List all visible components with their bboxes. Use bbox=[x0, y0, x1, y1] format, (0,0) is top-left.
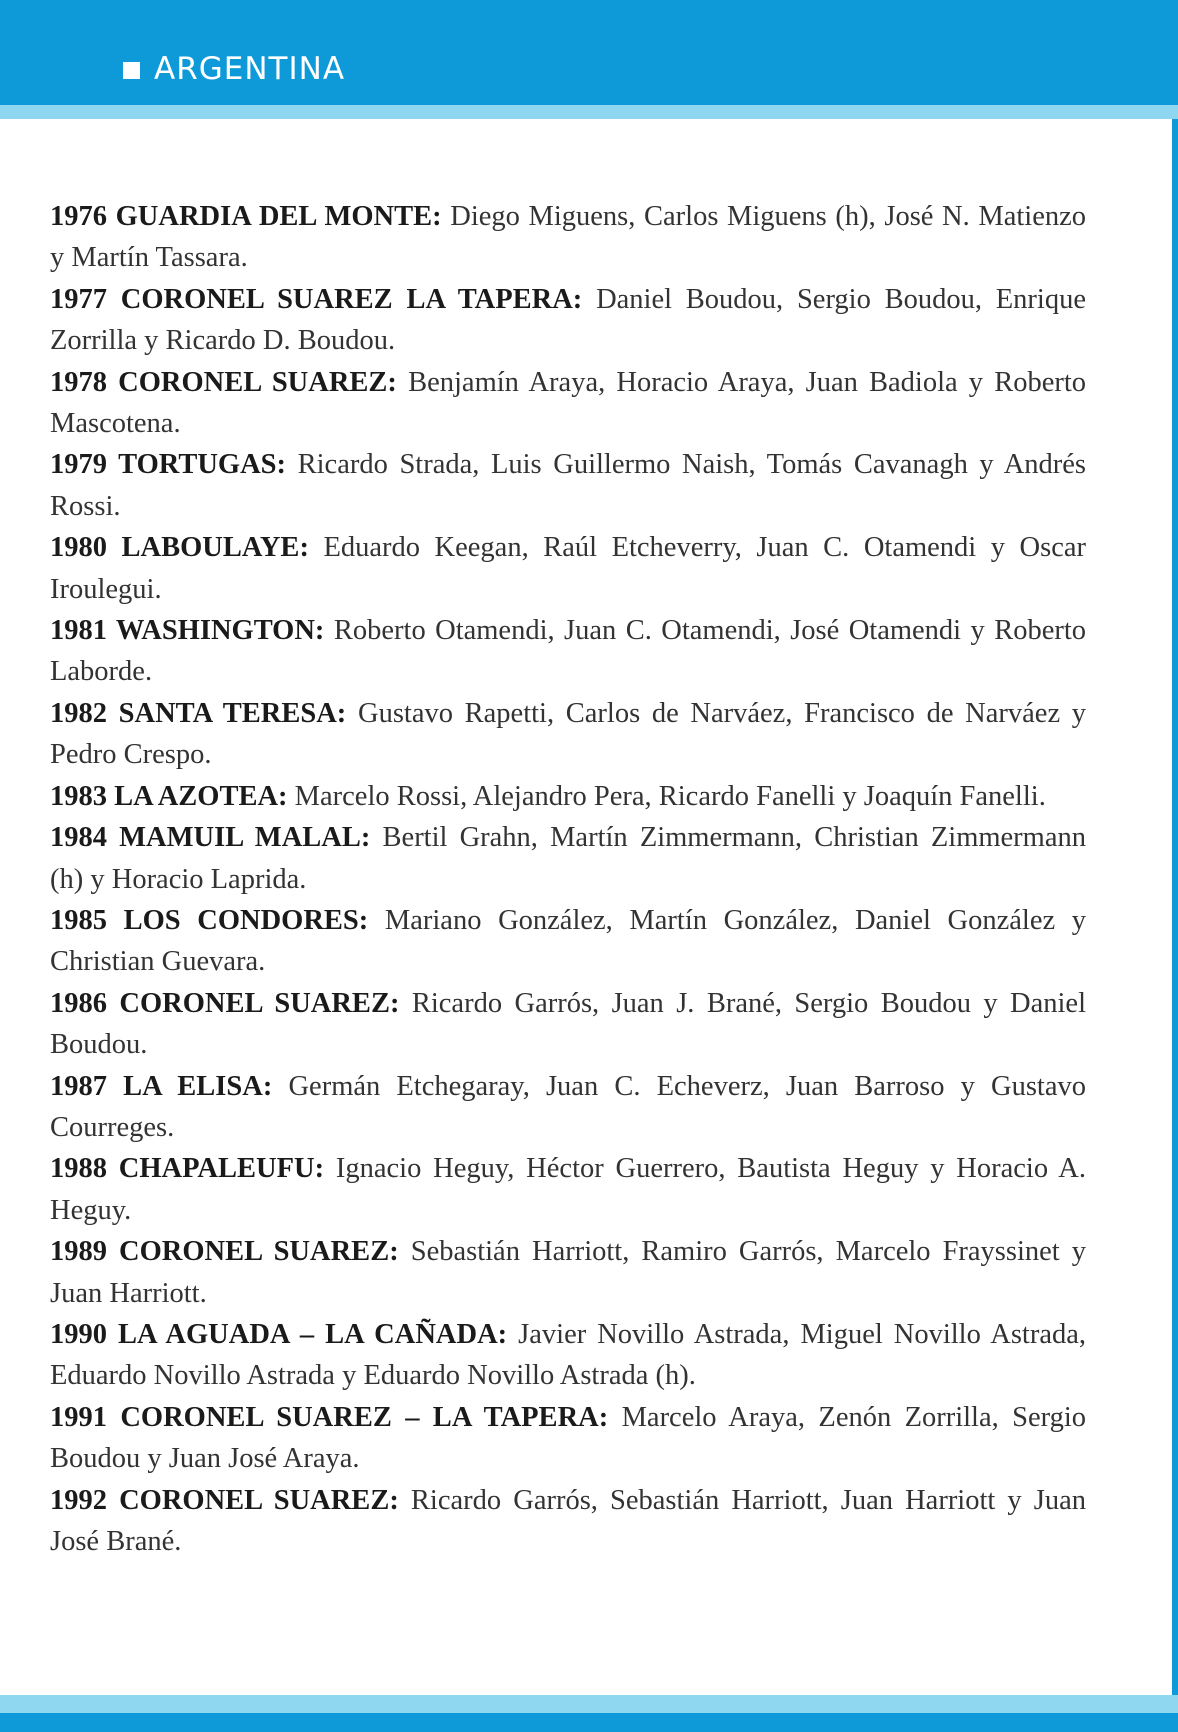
entry-players: Marcelo Rossi, Alejandro Pera, Ricardo Fanelli y Joaquín Fanelli. bbox=[294, 780, 1046, 812]
entry-label: 1990 LA AGUADA – LA CAÑADA: bbox=[50, 1318, 508, 1350]
entry-label: 1988 CHAPALEUFU: bbox=[50, 1153, 325, 1185]
entry-players: Marcelo Araya, Zenón Zorrilla, Sergio Boudou y Juan José Araya. bbox=[50, 1401, 1086, 1475]
list-item bbox=[50, 776, 1086, 817]
entry-players: Daniel Boudou, Sergio Boudou, Enrique Zorrilla y Ricardo D. Boudou. bbox=[50, 283, 1086, 357]
entry-players: Ricardo Strada, Luis Guillermo Naish, Tomás Cavanagh y Andrés Rossi. bbox=[50, 449, 1087, 522]
entry-label: 1986 CORONEL SUAREZ: bbox=[50, 987, 400, 1019]
entry-players: Ricardo Garrós, Juan J. Brané, Sergio Boudou y Daniel Boudou. bbox=[50, 987, 1086, 1061]
list-item bbox=[50, 693, 1086, 776]
entry-label: 1992 CORONEL SUAREZ: bbox=[50, 1484, 399, 1516]
champions-list bbox=[50, 196, 1086, 1562]
entry-players: Diego Miguens, Carlos Miguens (h), José N. Matienzo y Martín Tassara. bbox=[50, 201, 1086, 274]
entry-label: 1981 WASHINGTON: bbox=[50, 615, 325, 647]
entry-players: Sebastián Harriott, Ramiro Garrós, Marcelo Frayssinet y Juan Harriott. bbox=[50, 1236, 1087, 1309]
entry-label: 1982 SANTA TERESA: bbox=[50, 697, 347, 729]
entry-label: 1983 LA AZOTEA: bbox=[50, 780, 288, 812]
list-item bbox=[50, 362, 1086, 445]
entry-label: 1991 CORONEL SUAREZ – LA TAPERA: bbox=[50, 1401, 609, 1433]
list-item bbox=[50, 196, 1086, 279]
section-title: ARGENTINA bbox=[154, 51, 346, 87]
list-item bbox=[50, 1397, 1086, 1480]
entry-label: 1989 CORONEL SUAREZ: bbox=[50, 1236, 399, 1268]
entry-label: 1978 CORONEL SUAREZ: bbox=[50, 366, 397, 398]
footer-stripe bbox=[0, 1695, 1178, 1713]
entry-players: Mariano González, Martín González, Daniel González y Christian Guevara. bbox=[50, 904, 1086, 978]
list-item bbox=[50, 983, 1086, 1066]
list-item bbox=[50, 527, 1086, 610]
entry-players: Benjamín Araya, Horacio Araya, Juan Badiola y Roberto Mascotena. bbox=[50, 366, 1087, 440]
entry-label: 1987 LA ELISA: bbox=[50, 1070, 273, 1102]
list-item bbox=[50, 1066, 1086, 1149]
entry-players: Bertil Grahn, Martín Zimmermann, Christian Zimmermann (h) y Horacio Laprida. bbox=[50, 822, 1086, 895]
list-item bbox=[50, 1231, 1086, 1314]
entry-players: Ricardo Garrós, Sebastián Harriott, Juan Harriott y Juan José Brané. bbox=[50, 1484, 1086, 1557]
entry-label: 1980 LABOULAYE: bbox=[50, 532, 309, 564]
entry-players: Eduardo Keegan, Raúl Etcheverry, Juan C. Otamendi y Oscar Iroulegui. bbox=[50, 532, 1086, 605]
entry-players: Gustavo Rapetti, Carlos de Narváez, Francisco de Narváez y Pedro Crespo. bbox=[50, 697, 1087, 771]
footer-bar bbox=[0, 1713, 1178, 1732]
entry-players: Germán Etchegaray, Juan C. Echeverz, Juan Barroso y Gustavo Courreges. bbox=[50, 1070, 1086, 1143]
entry-players: Roberto Otamendi, Juan C. Otamendi, José Otamendi y Roberto Laborde. bbox=[50, 615, 1087, 688]
page-edge-bar bbox=[1172, 119, 1178, 1695]
list-item bbox=[50, 1314, 1086, 1397]
list-item bbox=[50, 444, 1086, 527]
entry-label: 1976 GUARDIA DEL MONTE: bbox=[50, 201, 442, 232]
list-item bbox=[50, 610, 1086, 693]
list-item bbox=[50, 817, 1086, 900]
entry-label: 1985 LOS CONDORES: bbox=[50, 904, 369, 936]
list-item bbox=[50, 1148, 1086, 1231]
square-bullet-icon bbox=[123, 62, 140, 79]
entry-label: 1977 CORONEL SUAREZ LA TAPERA: bbox=[50, 283, 583, 315]
entry-label: 1984 MAMUIL MALAL: bbox=[50, 822, 371, 854]
list-item bbox=[50, 279, 1086, 362]
entry-players: Javier Novillo Astrada, Miguel Novillo Astrada, Eduardo Novillo Astrada y Eduardo Novillo Astrada (h). bbox=[50, 1318, 1087, 1392]
entry-label: 1979 TORTUGAS: bbox=[50, 449, 287, 481]
list-item bbox=[50, 1480, 1086, 1563]
header-stripe bbox=[0, 105, 1178, 119]
entry-players: Ignacio Heguy, Héctor Guerrero, Bautista Heguy y Horacio A. Heguy. bbox=[50, 1153, 1087, 1226]
list-item bbox=[50, 900, 1086, 983]
